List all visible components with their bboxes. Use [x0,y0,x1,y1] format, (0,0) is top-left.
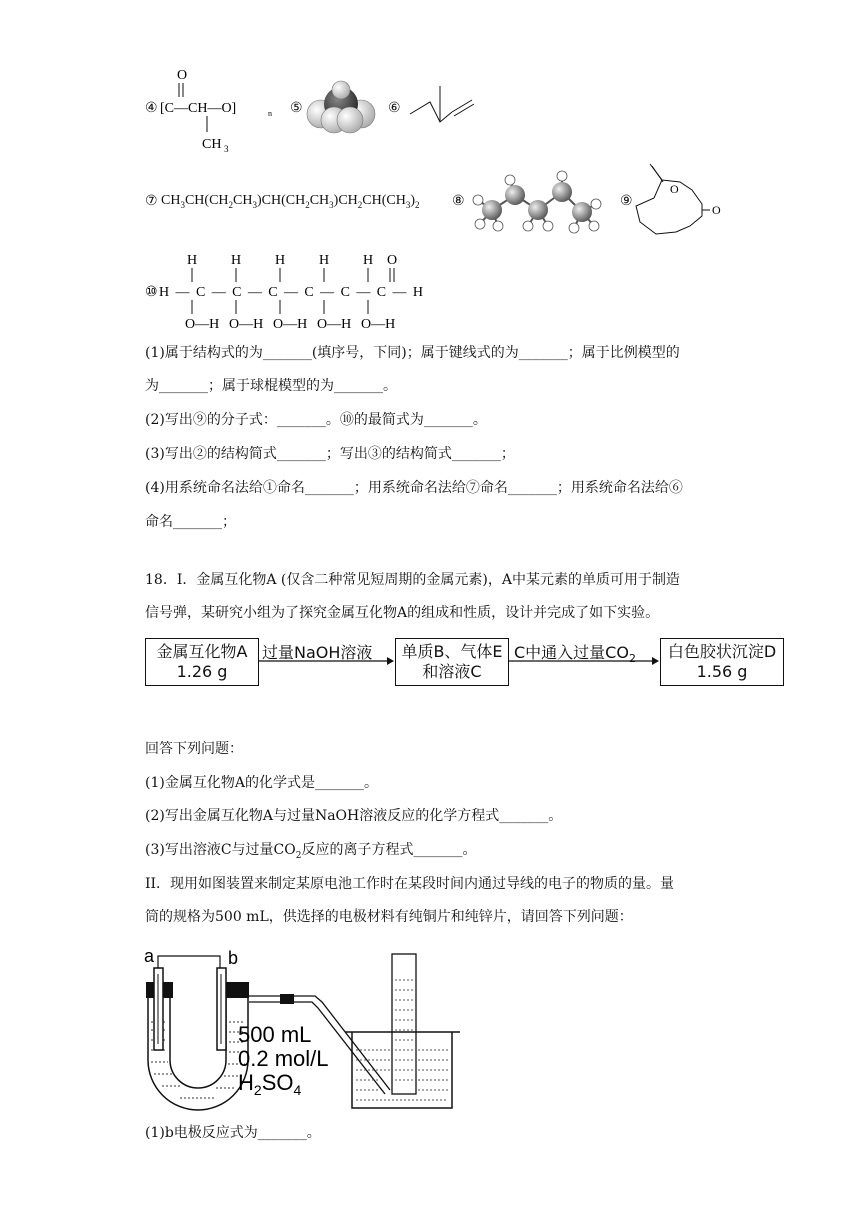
carbon-chain: H—C—C—C—C—C—C—H [159,285,423,300]
structure-10-label: ⑩ [145,285,158,300]
bottom-oh-1: O—H [185,317,220,332]
structure-10-structural-formula [145,248,435,338]
structure-4-label: ④ [145,100,158,116]
aldehyde-o: O [387,253,398,268]
methyl-subscript: 3 [224,144,229,154]
flow-box-compound-a [145,638,259,686]
structure-5-space-filling-model [306,80,376,135]
top-h-2: H [231,253,242,268]
flow-box1-line2: 1.26 g [176,662,228,681]
q17-part1-line1: (1)属于结构式的为_______(填序号，下同)；属于键线式的为_______；属于比例模型的 [145,345,680,361]
structure-8-ball-and-stick-model [470,170,610,240]
polymer-n: n [268,109,272,118]
top-h-1: H [187,253,198,268]
bottom-oh-2: O—H [229,317,264,332]
q17-part3: (3)写出②的结构简式_______；写出③的结构简式_______； [145,446,515,462]
q18-part2-line1: II．现用如图装置来制定某原电池工作时在某段时间内通过导线的电子的物质的量。量 [145,876,675,892]
structure-4-polymer [160,64,285,154]
q18-part2-line2: 筒的规格为500 mL，供选择的电极材料有纯铜片和纯锌片，请回答下列问题： [145,909,633,925]
solution-formula: $H_2SO_4$ [238,1070,302,1098]
bottom-oh-5: O—H [361,317,396,332]
structure-8-label: ⑧ [452,193,465,209]
flow-arrow2-label: C中通入过量$CO_2$ [514,643,636,666]
flow-arrow-2 [509,656,659,666]
electrode-label-a: a [144,946,155,966]
q17-part1-line2: 为_______；属于球棍模型的为_______。 [145,378,397,394]
top-h-4: H [319,253,330,268]
structure-6-label: ⑥ [388,100,401,116]
q18-question3: (3)写出溶液C与过量$CO_2$反应的离子方程式_______。 [145,842,477,861]
electrode-label-b: b [228,948,239,968]
q18-answer-prompt: 回答下列问题： [145,741,243,757]
top-h-3: H [275,253,286,268]
polymer-main-chain: [C—CH—O] [160,101,237,116]
flow-box-precipitate-d [660,638,784,686]
structure-9-macrolide [632,160,722,240]
carbonyl-oxygen: O [712,203,721,217]
q18-final-question: (1)b电极反应式为_______。 [145,1125,321,1141]
q17-part4-line1: (4)用系统命名法给①命名_______；用系统命名法给⑦命名_______；用系统命名法给⑥ [145,480,683,496]
q17-part4-line2: 命名_______； [145,514,236,530]
flow-arrow-1 [259,656,394,666]
structure-6-skeletal-formula [410,78,480,128]
flow-box1-line1: 金属互化物A [156,642,248,661]
q18-question1: (1)金属互化物A的化学式是_______。 [145,775,378,791]
methyl-ch3: CH [202,137,222,152]
flow-box-products-bec [395,638,509,686]
flow-box2-line2: 和溶液C [422,662,482,681]
structure-5-label: ⑤ [290,100,303,116]
q18-question2: (2)写出金属互化物A与过量NaOH溶液反应的化学方程式_______。 [145,808,563,824]
structure-7-formula: $CH_3CH(CH_2CH_3)CH(CH_2CH_3)CH_2CH(CH_3)_2$ [161,193,420,210]
carbonyl-o: O [177,68,188,83]
galvanic-cell-apparatus [140,940,470,1112]
bottom-oh-3: O—H [273,317,308,332]
flow-box3-line2: 1.56 g [696,662,748,681]
q18-intro-line1: 18．I．金属互化物A (仅含二种常见短周期的金属元素)，A中某元素的单质可用于制造 [145,572,680,588]
flow-box3-line1: 白色胶状沉淀D [667,642,777,661]
structure-7-label: ⑦ [145,193,158,209]
solution-concentration: 0.2 mol/L [238,1046,329,1071]
solution-volume: 500 mL [238,1022,312,1047]
ring-oxygen: O [670,182,679,196]
q17-part2: (2)写出⑨的分子式：_______。⑩的最简式为_______。 [145,412,487,428]
top-h-5: H [363,253,374,268]
q18-intro-line2: 信号弹，某研究小组为了探究金属互化物A的组成和性质，设计并完成了如下实验。 [145,605,660,621]
bottom-oh-4: O—H [317,317,352,332]
flow-box2-line1: 单质B、气体E [401,642,503,661]
structure-9-label: ⑨ [620,193,633,209]
flow-arrow1-label: 过量NaOH溶液 [262,643,373,662]
